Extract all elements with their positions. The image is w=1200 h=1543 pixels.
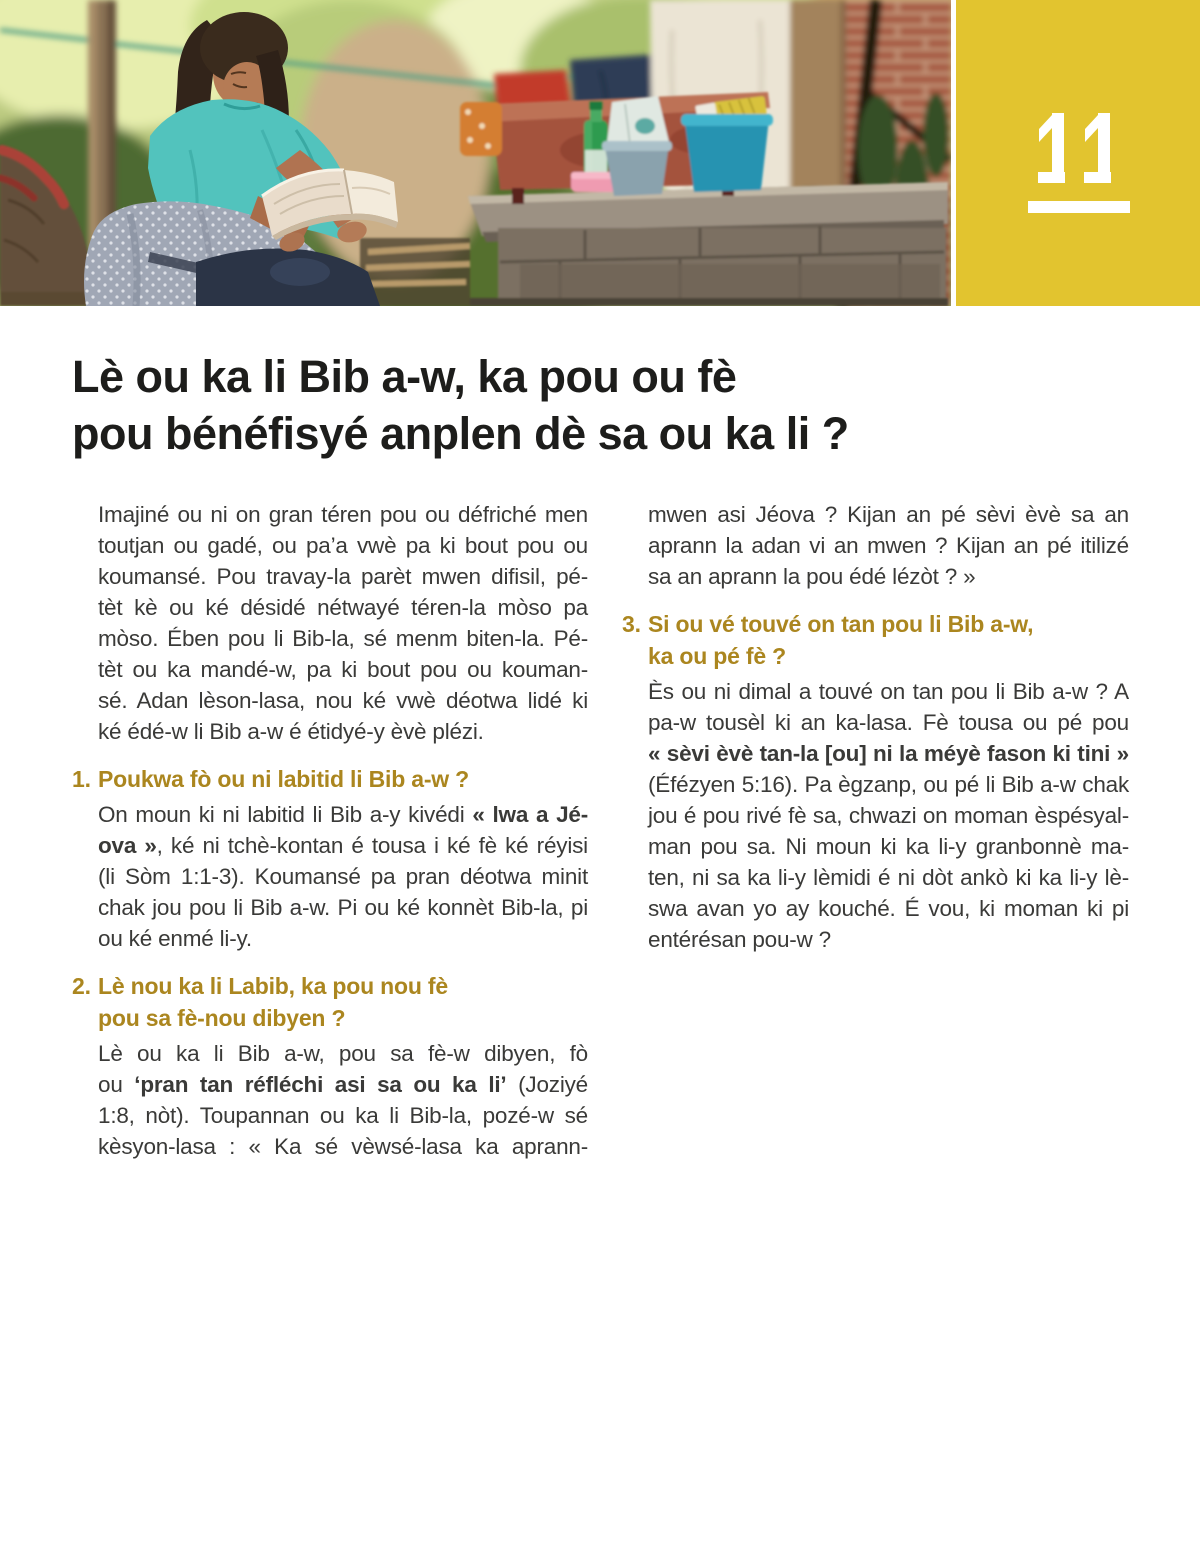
title-line: pou bénéfisyé anplen dè sa ou ka li ? [72, 408, 849, 459]
text-line: chak jou pou li Bib a-w. Pi ou ké konnèt Bib-la, pi [98, 895, 588, 920]
text-line: (li Sòm 1:1-3). Koumansé pa pran déotwa minit [98, 864, 588, 889]
body-paragraph [648, 676, 1129, 955]
text-line: pou sa fè-nou dibyen ? [98, 1005, 346, 1031]
turquoise-bucket [685, 119, 769, 192]
text-line: Si ou vé touvé on tan pou li Bib a-w, [648, 611, 1034, 637]
text-line: toutjan ou gadé, ou pa’a vwè pa ki bout pou ou [98, 533, 588, 558]
lesson-photo [0, 0, 951, 306]
question-heading [72, 970, 588, 1034]
text-line: (Éfézyen 5:16). Pa ègzanp, ou pé li Bib a-w chak [648, 772, 1129, 797]
text-line: kèsyon-lasa : « Ka sé vèwsé-lasa ka aprann- [98, 1134, 588, 1159]
text-line: ka ou pé fè ? [648, 643, 786, 669]
lesson-number-underline [1028, 201, 1130, 213]
body-paragraph [98, 799, 588, 954]
text-line: Lè ou ka li Bib a-w, pou sa fè-w dibyen, fò [98, 1041, 588, 1066]
body-paragraph [648, 499, 1129, 592]
text-line: ou ‘pran tan réfléchi asi sa ou ka li’ (Joziyé [98, 1072, 588, 1097]
question-number: 2. [72, 973, 91, 999]
text-line: ten, ni sa ka li-y lèmidi é ni dòt ankò ki ka li-y lè- [648, 865, 1129, 890]
text-line: Ès ou ni dimal a touvé on tan pou li Bib a-w ? A [648, 679, 1129, 704]
question-number: 3. [622, 611, 641, 637]
text-line: Lè nou ka li Labib, ka pou nou fè [98, 973, 448, 999]
text-line: man pou sa. Ni moun ki ka li-y granbonnè ma- [648, 834, 1129, 859]
text-line: sa an aprann la pou édé lézòt ? » [648, 564, 976, 589]
right-column [622, 499, 1129, 955]
text-line: tèt ou ka mandé-w, pa ki bout pou ou kouman- [98, 657, 588, 682]
text-line: On moun ki ni labitid li Bib a-y kivédi « lwa a Jé- [98, 802, 588, 827]
text-line: swa avan yo ay kouché. É vou, ki moman ki pi [648, 896, 1129, 921]
lesson-number-glyphs [956, 0, 1200, 306]
text-line: mwen asi Jéova ? Kijan an pé sèvi èvè sa an [648, 502, 1129, 527]
text-line: mòso. Ében pou li Bib-la, sé menm biten-la. Pé- [98, 626, 588, 651]
text-line: ké édé-w li Bib a-w é étidyé-y èvè plézi. [98, 719, 484, 744]
small-bucket [605, 144, 669, 196]
question-number: 1. [72, 766, 91, 792]
text-line: « sèvi èvè tan-la [ou] ni la méyè fason ki tini » [648, 741, 1129, 766]
left-column [72, 499, 588, 1162]
text-line: jou é pou rivé fè sa, chwazi on moman èspésyal- [648, 803, 1129, 828]
text-line: Imajiné ou ni on gran téren pou ou défriché men [98, 502, 588, 527]
text-line: pa-w tousèl ki an ka-lasa. Fè tousa ou pé pou [648, 710, 1129, 735]
text-line: Poukwa fò ou ni labitid li Bib a-w ? [98, 766, 470, 792]
text-line: koumansé. Pou travay-la parèt mwen difisil, pé- [98, 564, 588, 589]
lesson-number-badge [956, 0, 1200, 306]
text-line: tèt kè ou ké désidé nétwayé téren-la mòso pa [98, 595, 588, 620]
text-line: sé. Adan lèson-lasa, nou ké vwè déotwa lidé ki [98, 688, 588, 713]
text-line: entérésan pou-w ? [648, 927, 831, 952]
photo-illustration [0, 0, 951, 306]
article-title [72, 348, 1132, 462]
text-line: ou ké enmé li-y. [98, 926, 252, 951]
question-heading [72, 763, 588, 795]
body-paragraph [98, 1038, 588, 1162]
body-paragraph [98, 499, 588, 747]
text-line: aprann la adan vi an mwen ? Kijan an pé itilizé [648, 533, 1129, 558]
text-line: 1:8, nòt). Toupannan ou ka li Bib-la, pozé-w sé [98, 1103, 588, 1128]
question-heading [622, 608, 1129, 672]
title-line: Lè ou ka li Bib a-w, ka pou ou fè [72, 351, 737, 402]
text-line: ova », ké ni tchè-kontan é tousa i ké fè ké réyisi [98, 833, 588, 858]
